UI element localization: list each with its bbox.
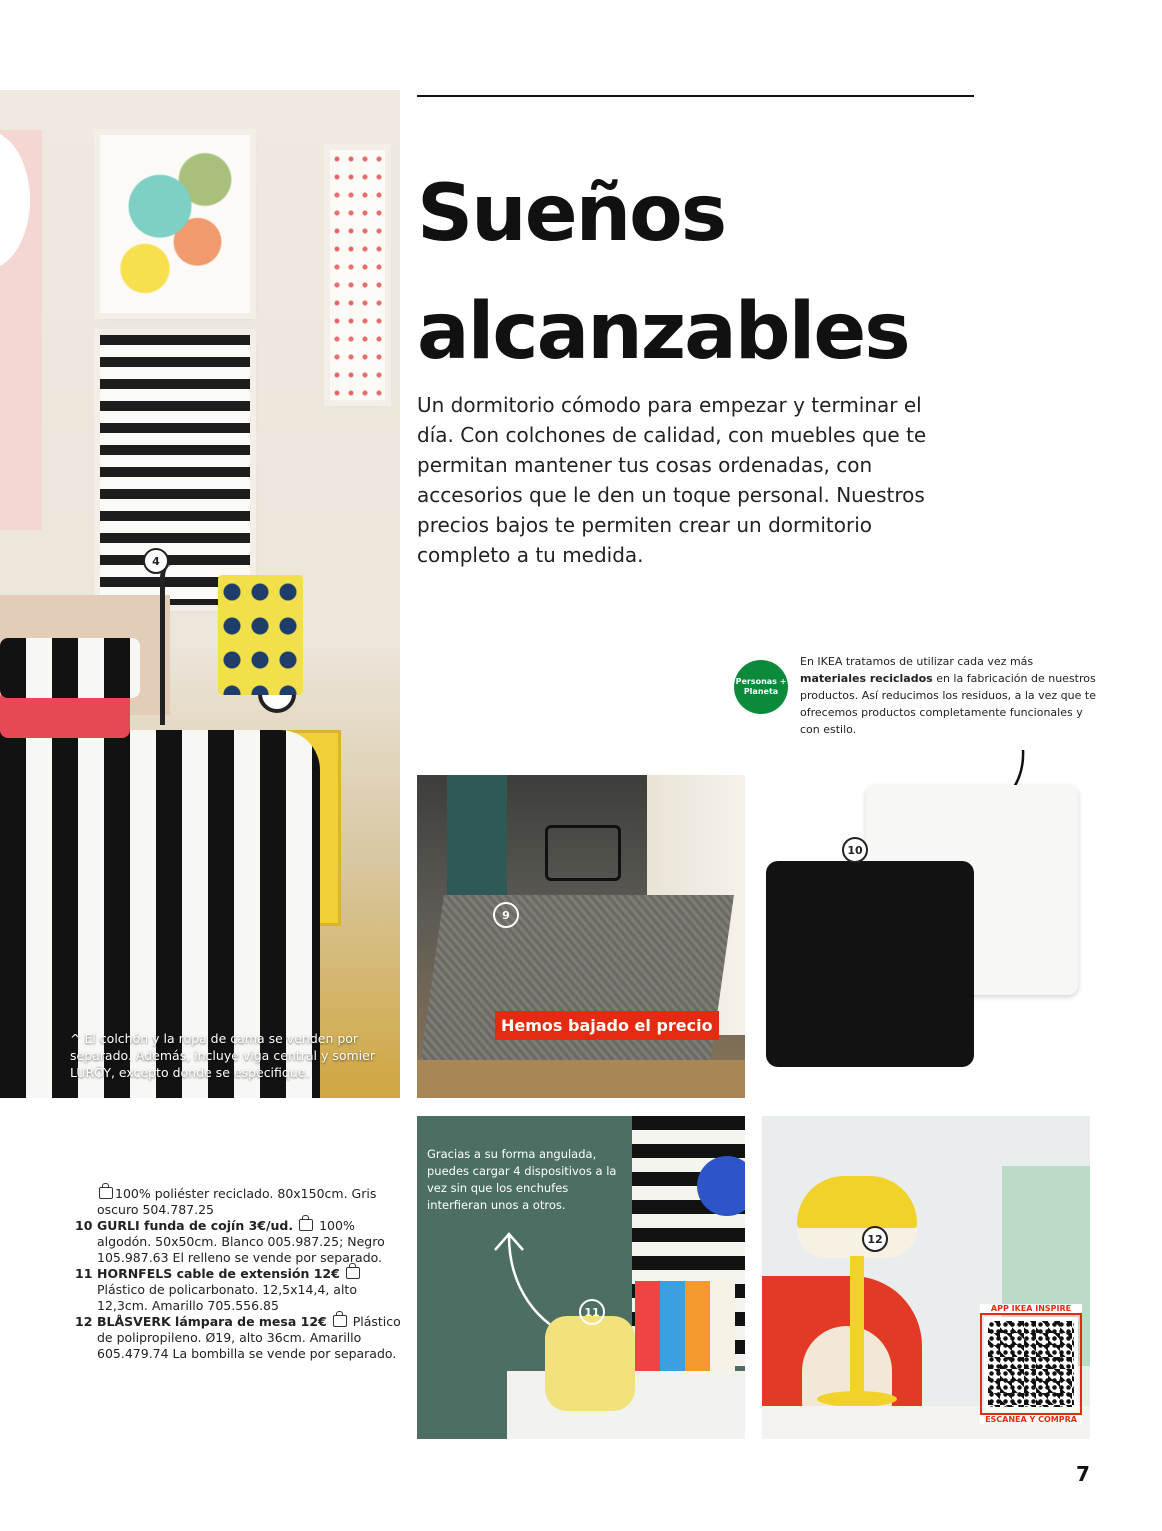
bedroom-photo xyxy=(0,90,400,1098)
lamp-shade-bottom xyxy=(797,1228,917,1258)
product-number: 10 xyxy=(75,1218,93,1233)
product-marker-12: 12 xyxy=(862,1226,888,1252)
intro-paragraph: Un dormitorio cómodo para empezar y terminar el día. Con colchones de calidad, con muebles que te permitan mantener tus cosas ordenadas, con accesorios que le den un toque personal. Nuestros precios bajos te permiten crear un dormitorio completo a tu medida. xyxy=(417,393,927,567)
top-rule xyxy=(417,95,974,97)
product-name: GURLI funda de cojín 3€/ud. xyxy=(97,1218,294,1233)
colorful-block-art xyxy=(635,1281,735,1371)
black-cushion xyxy=(766,861,974,1067)
note-text-start: En IKEA tratamos de utilizar cada vez más xyxy=(800,655,1034,668)
artwork-leaves xyxy=(100,135,250,313)
lamp-stem xyxy=(850,1256,864,1396)
product-details: Plástico de policarbonato. 12,5x14,4, alto 12,3cm. Amarillo 705.556.85 xyxy=(97,1282,357,1313)
note-text-end: en la fabricación de nuestros productos. Así reducimos los residuos, a la vez que te ofrecemos productos completamente funcionales y con estilo. xyxy=(800,672,1096,736)
yellow-pattern-art xyxy=(218,575,303,695)
product-number: 11 xyxy=(75,1266,93,1281)
product-item-12 xyxy=(75,1314,405,1362)
cable-note: Gracias a su forma angulada, puedes cargar 4 dispositivos a la vez sin que los enchufes interfieran unos a otros. xyxy=(427,1147,617,1212)
product-name: HORNFELS cable de extensión 12€ xyxy=(97,1266,340,1281)
artwork-scallops xyxy=(100,335,250,605)
product-name: BLÅSVERK lámpara de mesa 12€ xyxy=(97,1314,327,1329)
product-item-10 xyxy=(75,1218,405,1266)
product-item-11 xyxy=(75,1266,405,1314)
caption-triangle-icon: ^ xyxy=(70,1031,85,1046)
qr-code-block[interactable] xyxy=(980,1304,1082,1428)
artwork-dots xyxy=(330,150,385,400)
bedroom-caption xyxy=(70,1030,390,1081)
page-title: Sueños alcanzables xyxy=(417,169,909,377)
lamp-base xyxy=(817,1391,897,1407)
product-item-9 xyxy=(75,1186,405,1218)
cushions-photo xyxy=(762,775,1090,1098)
yellow-extension-cable xyxy=(545,1316,635,1411)
product-list xyxy=(75,1186,405,1362)
side-table xyxy=(545,825,621,881)
product-marker-11: 11 xyxy=(579,1299,605,1325)
striped-pillow xyxy=(0,638,140,698)
price-drop-tag: Hemos bajado el precio xyxy=(495,1011,719,1040)
product-details: 100% algodón. 50x50cm. Blanco 005.987.25; Negro 105.987.63 El relleno se vende por separado. xyxy=(97,1218,385,1265)
lamp-shade-top xyxy=(797,1176,917,1231)
product-marker-4: 4 xyxy=(143,548,169,574)
shopping-bag-icon xyxy=(346,1267,360,1279)
product-marker-9: 9 xyxy=(493,902,519,928)
sustainability-note xyxy=(800,653,1100,738)
caption-text: El colchón y la ropa de cama se venden por separado. Además, incluye viga central y somier LURÖY, excepto donde se especifique. xyxy=(70,1031,375,1080)
desk-lamp xyxy=(160,565,175,725)
extension-cable-photo xyxy=(417,1116,745,1439)
product-number: 12 xyxy=(75,1314,93,1329)
note-text-bold: materiales reciclados xyxy=(800,672,933,685)
product-number xyxy=(75,1186,91,1218)
wood-floor xyxy=(417,1060,745,1098)
page-number: 7 xyxy=(1076,1462,1090,1486)
shopping-bag-icon xyxy=(99,1187,113,1199)
product-details: Plástico de polipropileno. Ø19, alto 36cm. Amarillo 605.479.74 La bombilla se vende por separado. xyxy=(97,1314,401,1361)
people-planet-badge: Personas + Planeta xyxy=(734,660,788,714)
scan-label: ESCANEA Y COMPRA xyxy=(980,1415,1082,1424)
app-label: APP IKEA INSPIRE xyxy=(980,1304,1082,1313)
product-marker-10: 10 xyxy=(842,837,868,863)
product-details: 100% poliéster reciclado. 80x150cm. Gris oscuro 504.787.25 xyxy=(97,1186,377,1217)
qr-code-icon[interactable] xyxy=(984,1317,1078,1411)
shopping-bag-icon xyxy=(333,1315,347,1327)
shopping-bag-icon xyxy=(299,1219,313,1231)
rug-photo xyxy=(417,775,745,1098)
